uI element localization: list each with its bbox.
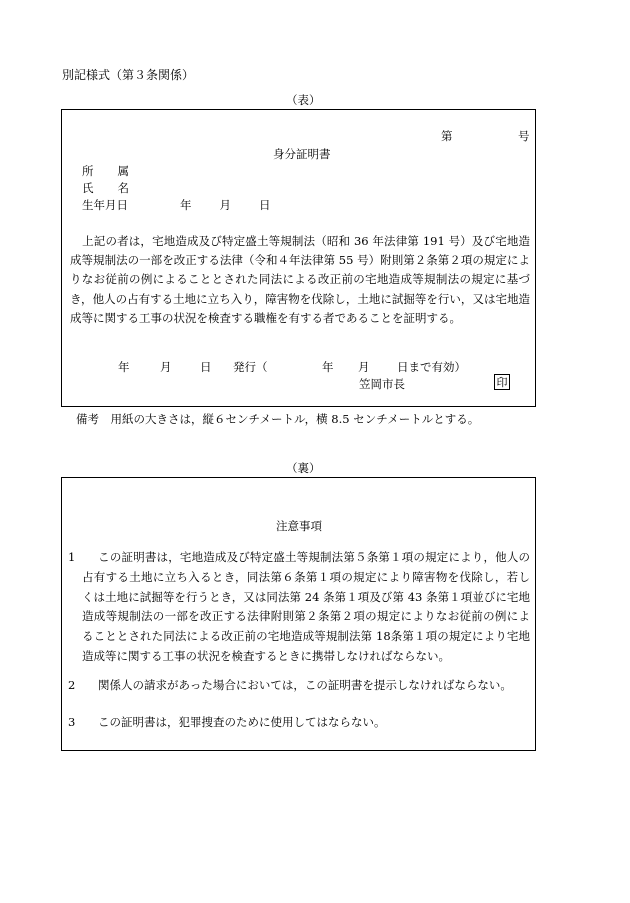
certificate-number-label: 第 [441,129,453,143]
name-label: 氏 名 [82,181,129,195]
valid-month-label: 月 [358,360,370,374]
issued-label: 発行（ [233,360,268,374]
front-side-label: （表） [286,93,321,107]
notice-item: 1 この証明書は，宅地造成及び特定盛土等規制法第５条第１項の規定により，他人の占有する土地に立ち入るとき，同法第６条第１項の規定により障害物を伐除し，若しくは土地に試掘等を行うとき，又は同法第 24 条第１項及び第 43 条第１項並びに宅地造成等規制法の一部を改正する法律附則第２条第２項の規定によりなお従前の例によることとされた同法による改正前の宅地造成等規制法第 18条第１項の規定により宅地造成等に関する工事の状況を検査するときに携帯しなければならない。 [68,550,530,663]
card-title: 身分証明書 [273,147,331,161]
notice-item: 2 関係人の請求があった場合においては，この証明書を提示しなければならない。 [68,678,512,692]
notice-title: 注意事項 [276,519,322,533]
date-of-birth-row: 生年月日 年 月 日 [82,198,271,212]
issuer-name: 笠岡市長 [359,377,405,391]
affiliation-label: 所 属 [82,164,129,178]
certificate-statement: 上記の者は，宅地造成及び特定盛土等規制法（昭和 36 年法律第 191 号）及び宅地造成等規制法の一部を改正する法律（令和４年法律第 55 号）附則第２条第２項の規定によりなお従前の例によることとされた同法による改正前の宅地造成等規制法の規定に基づき，他人の占有する土地に立ち入り，障害物を伐除し，土地に試掘等を行い，又は宅地造成等に関する工事の状況を検査する職権を有する者であることを証明する。 [70,234,530,325]
issue-year-label: 年 [118,360,130,374]
issue-day-label: 日 [200,360,212,374]
notice-item: 3 この証明書は，犯罪捜査のために使用してはならない。 [68,715,386,729]
seal-stamp: 印 [494,374,510,390]
back-side-label: （裏） [286,461,321,475]
issue-month-label: 月 [160,360,172,374]
certificate-number-suffix: 号 [518,129,530,143]
remark-note: 備考 用紙の大きさは，縦６センチメートル，横 8.5 センチメートルとする。 [76,412,480,426]
valid-year-label: 年 [322,360,334,374]
form-heading: 別記様式（第３条関係） [62,68,195,82]
valid-until-label: 日まで有効） [397,360,466,374]
